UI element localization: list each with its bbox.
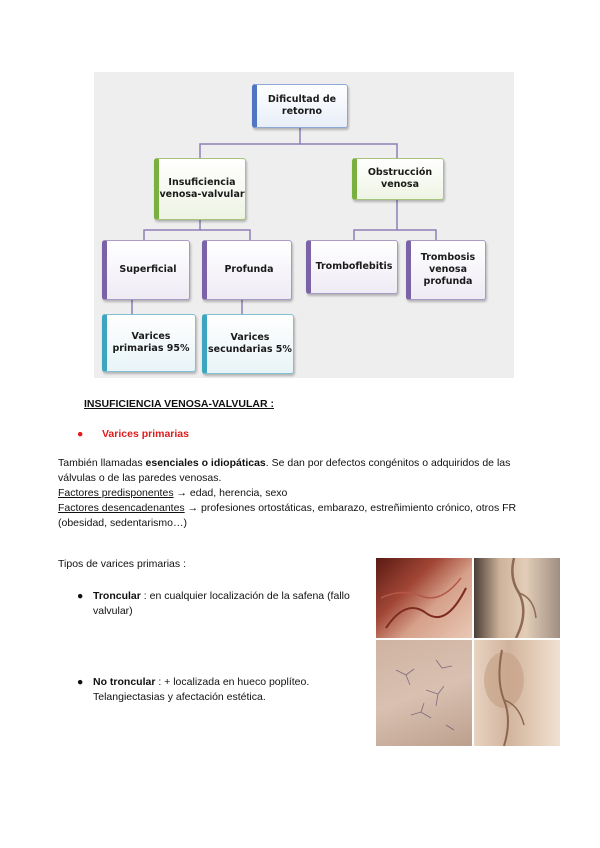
node-varices-primarias: Varices primarias 95% bbox=[102, 314, 196, 372]
node-insuficiencia-venosa-valvular: Insuficiencia venosa-valvular bbox=[154, 158, 246, 220]
type-name-no-troncular: No troncular bbox=[93, 676, 156, 688]
paragraph-definition: También llamadas esenciales o idiopáticas. Se dan por defectos congénitos o adquiridos de las válvulas o de las paredes venosas. bbox=[58, 457, 511, 484]
paragraph-predisponentes: Factores predisponentes → edad, herencia, sexo bbox=[58, 487, 288, 499]
vein-lines bbox=[474, 558, 560, 638]
bullet-varices-primarias bbox=[77, 428, 189, 440]
node-profunda: Profunda bbox=[202, 240, 292, 300]
bullet-dot: ● bbox=[77, 676, 84, 688]
label-predisponentes: Factores predisponentes bbox=[58, 487, 174, 499]
bullet-title: Varices primarias bbox=[102, 428, 189, 440]
node-superficial: Superficial bbox=[102, 240, 190, 300]
popliteal-veins bbox=[474, 640, 560, 746]
bold-esenciales: esenciales o idiopáticas bbox=[145, 457, 266, 469]
node-tromboflebitis: Tromboflebitis bbox=[306, 240, 398, 294]
bullet-dot: ● bbox=[77, 428, 84, 440]
label-desencadenantes: Factores desencadenantes bbox=[58, 502, 185, 514]
classification-diagram bbox=[94, 72, 514, 378]
paragraph-desencadenantes: Factores desencadenantes → profesiones ortostáticas, embarazo, estreñimiento crónico, otros FR (obesidad, sedentarismo…) bbox=[58, 502, 517, 529]
node-obstruccion-venosa: Obstrucción venosa bbox=[352, 158, 444, 200]
photo-telangiectasias bbox=[376, 640, 472, 746]
types-title: Tipos de varices primarias : bbox=[58, 558, 186, 570]
list-item-no-troncular: ● No troncular : + localizada en hueco poplíteo. Telangiectasias y afectación estética. bbox=[77, 676, 310, 703]
spider-veins bbox=[376, 640, 472, 746]
node-varices-secundarias: Varices secundarias 5% bbox=[202, 314, 294, 374]
node-dificultad-retorno: Dificultad de retorno bbox=[252, 84, 348, 128]
node-trombosis-venosa-profunda: Trombosis venosa profunda bbox=[406, 240, 486, 300]
list-item-troncular: ● Troncular : en cualquier localización de la safena (fallo valvular) bbox=[77, 590, 350, 617]
photo-no-troncular-leg bbox=[474, 640, 560, 746]
varicose-photos-collage bbox=[376, 558, 560, 746]
redness-texture bbox=[376, 558, 472, 638]
photo-troncular-leg bbox=[474, 558, 560, 638]
bullet-dot: ● bbox=[77, 590, 84, 602]
photo-troncular-redness bbox=[376, 558, 472, 638]
section-heading: INSUFICIENCIA VENOSA-VALVULAR : bbox=[84, 398, 274, 410]
type-name-troncular: Troncular bbox=[93, 590, 141, 602]
